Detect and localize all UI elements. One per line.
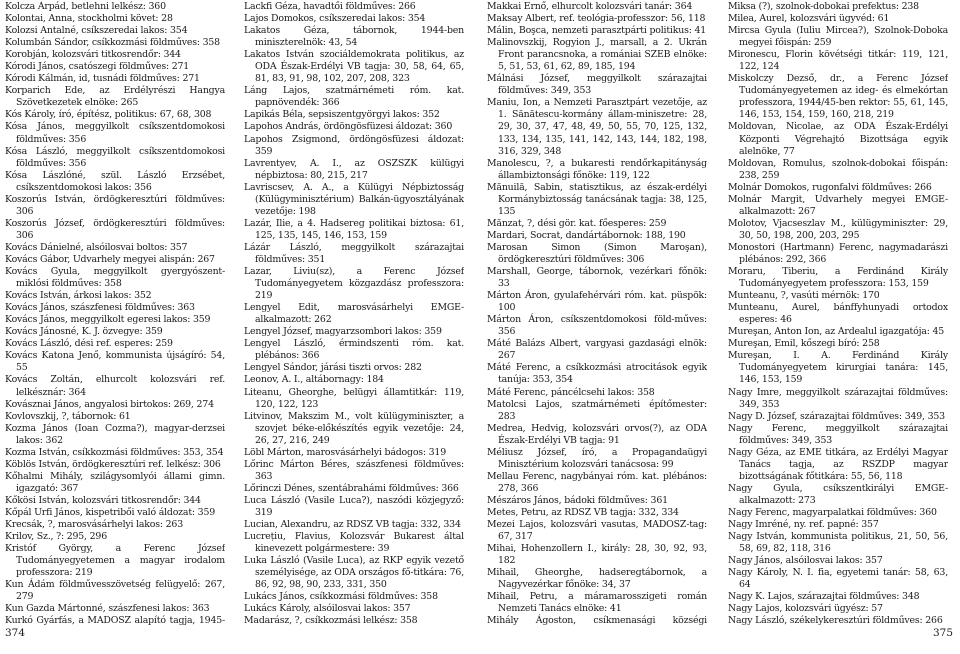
index-entry: Kun Gazda Mártonné, szászfenesi lakos: 363 xyxy=(5,603,210,615)
index-entry: Krilov, Sz., ?: 295, 296 xyxy=(5,531,107,543)
index-entry: Korobján, kolozsvári titkosrendőr: 344 xyxy=(5,49,181,61)
index-entry: Kórodi János, csatószegi földműves: 271 xyxy=(5,61,190,73)
index-entry: Monostori (Hartmann) Ferenc, nagymadarászi plébános: 292, 366 xyxy=(728,241,948,265)
index-entry: Manolescu, ?, a bukaresti rendőrkapitányság állambiztonsági főnöke: 119, 122 xyxy=(487,157,707,181)
index-entry: Kovács István, árkosi lakos: 352 xyxy=(5,290,152,302)
right-page xyxy=(480,0,960,654)
index-entry: Kovács Jánosné, K. J. özvegye: 359 xyxy=(5,326,163,338)
index-entry: Kovács János, szászfenesi földműves: 363 xyxy=(5,302,195,314)
index-entry: Kovács László, dési ref. esperes: 259 xyxy=(5,338,173,350)
index-entry: Málnási József, meggyilkolt szárazajtai földműves: 349, 353 xyxy=(487,73,707,97)
index-entry: Nagy Imréné, ny. ref. papné: 357 xyxy=(728,519,879,531)
index-entry: Lucian, Alexandru, az RDSZ VB tagja: 332, 334 xyxy=(244,519,461,531)
index-entry: Mihai, Hohenzollern I., király: 28, 30, 92, 93, 182 xyxy=(487,543,707,567)
index-entry: Lakatos Géza, tábornok, 1944-ben miniszterelnök: 43, 54 xyxy=(244,25,464,49)
index-entry: Kovács Gábor, Udvarhely megyei alispán: 267 xyxy=(5,253,215,265)
index-entry: Mardari, Socrat, dandártábornok: 188, 190 xyxy=(487,229,686,241)
index-entry: Nagy István, kommunista politikus, 21, 50, 56, 58, 69, 82, 118, 316 xyxy=(728,531,948,555)
index-entry: Mureşan, I. A. Ferdinánd Király Tudományegyetem kirurgiai tanára: 145, 146, 153, 159 xyxy=(728,350,948,386)
index-entry: Kurkó Gyárfás, a MADOSZ alapító tagja, 1945- xyxy=(5,615,225,626)
index-entry: Köblös István, ördögkeresztúri ref. lelkész: 306 xyxy=(5,458,221,470)
index-entry: Mihail, Petru, a máramarosszigeti román Nemzeti Tanács elnöke: 41 xyxy=(487,591,707,615)
index-entry: Korparich Ede, az Erdélyrészi Hangya Szövetkezetek elnöke: 265 xyxy=(5,85,225,109)
index-column xyxy=(5,1,225,626)
index-entry: Marshall, George, tábornok, vezérkari főnök: 33 xyxy=(487,266,707,290)
index-entry: Kristóf György, a Ferenc József Tudományegyetemen a magyar irodalom professzora: 219 xyxy=(5,543,225,579)
index-entry: Lengyel Edit, marosvásárhelyi EMGE-alkalmazott: 262 xyxy=(244,302,464,326)
index-entry: Lőrinc Márton Béres, szászfenesi földműves: 363 xyxy=(244,458,464,482)
index-entry: Nagy János, alsóilosvai lakos: 357 xyxy=(728,555,883,567)
page-number: 374 xyxy=(5,627,26,639)
index-entry: Kőkösi István, kolozsvári titkosrendőr: 344 xyxy=(5,494,201,506)
index-entry: Mircsa Gyula (Iuliu Mircea?), Szolnok-Doboka megyei főispán: 259 xyxy=(728,25,948,49)
index-entry: Moldovan, Nicolae, az ODA Észak-Erdélyi Központi Végrehajtó Bizottsága egyik alelnöke, 77 xyxy=(728,121,948,157)
index-entry: Miksa (?), szolnok-dobokai prefektus: 238 xyxy=(728,1,919,12)
index-entry: Kozma János (Ioan Cozma?), magyar-derzsei lakos: 362 xyxy=(5,422,225,446)
index-entry: Kolontai, Anna, stockholmi követ: 28 xyxy=(5,13,173,25)
index-entry: Kőpál Urfi János, kispetribői való áldozat: 359 xyxy=(5,506,215,518)
index-column xyxy=(244,1,464,626)
index-entry: Koszorús József, ördögkeresztúri földműves: 306 xyxy=(5,217,225,241)
index-entry: Kolcza Árpád, betlehni lelkész: 360 xyxy=(5,1,166,12)
index-entry: Malinovszkij, Rogyion J., marsall, a 2. Ukrán Front parancsnoka, a romániai SZEB elnöke: 5, 51, 53, 61, 62, 89, 185, 194 xyxy=(487,37,707,73)
index-entry: Kolumbán Sándor, csíkkozmási földműves: 358 xyxy=(5,37,220,49)
index-entry: Lucrețiu, Flavius, Kolozsvár Bukarest által kinevezett polgármestere: 39 xyxy=(244,531,464,555)
index-entry: Málin, Boşca, nemzeti parasztpárti politikus: 41 xyxy=(487,25,707,37)
index-entry: Lakatos István szociáldemokrata politikus, az ODA Észak-Erdélyi VB tagja: 30, 58, 64, 65, 81, 83, 91, 98, 102, 207, 208, 323 xyxy=(244,49,464,85)
index-entry: Lapohos Zsigmond, ördöngösfüzesi áldozat: 359 xyxy=(244,133,464,157)
index-entry: Nagy Géza, az EME titkára, az Erdélyi Magyar Tanács tagja, az RSZDP magyar bizottságának főtitkára: 55, 56, 118 xyxy=(728,446,948,482)
page-number: 375 xyxy=(932,627,953,639)
index-entry: Kós Károly, író, építész, politikus: 67, 68, 308 xyxy=(5,109,212,121)
index-entry: Mironescu, Florin kövétségi titkár: 119, 121, 122, 124 xyxy=(728,49,948,73)
index-entry: Lázár László, meggyilkolt szárazajtai földműves: 351 xyxy=(244,241,464,265)
index-entry: Makkai Ernő, elhurcolt kolozsvári tanár: 364 xyxy=(487,1,693,12)
index-entry: Löbl Márton, marosvásárhelyi bádogos: 319 xyxy=(244,446,446,458)
index-entry: Lavrentyev, A. I., az OSZSZK külügyi népbiztosa: 80, 215, 217 xyxy=(244,157,464,181)
index-entry: Nagy Ferenc, meggyilkolt szárazajtai földműves: 349, 353 xyxy=(728,422,948,446)
index-entry: Milea, Aurel, kolozsvári ügyvéd: 61 xyxy=(728,13,890,25)
index-entry: Medrea, Hedvig, kolozsvári orvos(?), az ODA Észak-Erdélyi VB tagja: 91 xyxy=(487,422,707,446)
index-entry: Mănzat, ?, dési gör. kat. főesperes: 259 xyxy=(487,217,667,229)
index-entry: Nagy Ferenc, magyarpalatkai földműves: 360 xyxy=(728,506,937,518)
index-entry: Lazar, Liviu(sz), a Ferenc József Tudományegyetem közgazdász professzora: 219 xyxy=(244,266,464,302)
index-entry: Moraru, Tiberiu, a Ferdinánd Király Tudományegyetem professzora: 153, 159 xyxy=(728,266,948,290)
index-entry: Lapohos András, ördöngösfüzesi áldozat: 360 xyxy=(244,121,453,133)
index-entry: Kovács János, meggyilkolt egeresi lakos: 359 xyxy=(5,314,211,326)
index-entry: Miskolczy Dezső, dr., a Ferenc József Tudományegyetemen az ideg- és elmekórtan professzora, 1944/45-ben rektor: 55, 61, 145, 146, 153, 154, 159, 160, 218, 219 xyxy=(728,73,948,121)
index-entry: Munteanu, Aurel, bánffyhunyadi ortodox esperes: 46 xyxy=(728,302,948,326)
index-entry: Máté Ferenc, páncélcsehi lakos: 358 xyxy=(487,386,655,398)
index-entry: Nagy Károly, N. I. fia, egyetemi tanár: 58, 63, 64 xyxy=(728,567,948,591)
index-entry: Márton Áron, csíkszentdomokosi föld-műves: 356 xyxy=(487,314,707,338)
index-entry: Méliusz József, író, a Propagandaügyi Minisztérium kolozsvári tanácsosa: 99 xyxy=(487,446,707,470)
index-entry: Láng Lajos, szatmárnémeti róm. kat. papnövendék: 366 xyxy=(244,85,464,109)
index-entry: Kórodi Kálmán, id, tusnádi földműves: 271 xyxy=(5,73,200,85)
index-entry: Kósa László, meggyilkolt csíkszentdomokosi földműves: 356 xyxy=(5,145,225,169)
index-entry: Molnár Domokos, rugonfalvi földműves: 266 xyxy=(728,181,932,193)
index-entry: Molnár Margit, Udvarhely megyei EMGE-alkalmazott: 267 xyxy=(728,193,948,217)
index-entry: Kovlovszkij, ?, tábornok: 61 xyxy=(5,410,131,422)
index-entry: Lengyel László, érmindszenti róm. kat. plébános: 366 xyxy=(244,338,464,362)
index-entry: Moldovan, Romulus, szolnok-dobokai főispán: 238, 259 xyxy=(728,157,948,181)
index-entry: Lengyel József, magyarzsombori lakos: 359 xyxy=(244,326,442,338)
index-entry: Maksay Albert, ref. teológia-professzor: 56, 118 xyxy=(487,13,706,25)
index-entry: Koszorús István, ördögkeresztúri földműves: 306 xyxy=(5,193,225,217)
index-entry: Matolcsi Lajos, szatmárnémeti építőmester: 283 xyxy=(487,398,707,422)
index-entry: Kovács Zoltán, elhurcolt kolozsvári ref. lelkésznár: 364 xyxy=(5,374,225,398)
index-entry: Márton Áron, gyulafehérvári róm. kat. püspök: 100 xyxy=(487,290,707,314)
index-entry: Nagy K. Lajos, szárazajtai földműves: 348 xyxy=(728,591,920,603)
index-entry: Lajos Domokos, csíkszeredai lakos: 354 xyxy=(244,13,426,25)
index-entry: Kovács Katona Jenő, kommunista újságíró: 54, 55 xyxy=(5,350,225,374)
index-entry: Mihály Ágoston, csíkmenasági községi xyxy=(487,615,707,626)
index-entry: Mureşan, Emil, kőszegi bíró: 258 xyxy=(728,338,880,350)
index-entry: Liteanu, Gheorghe, belügyi államtitkár: 119, 120, 122, 123 xyxy=(244,386,464,410)
index-entry: Munteanu, ?, vasúti mérnök: 170 xyxy=(728,290,880,302)
index-entry: Luka László (Vasile Luca), az RKP egyik vezető személyisége, az ODA országos fő-titkára: 76, 86, 92, 98, 90, 233, 331, 350 xyxy=(244,555,464,591)
index-entry: Litvinov, Makszim M., volt külügyminiszter, a szovjet béke-előkészítés egyik vezetője: 24, 26, 27, 216, 249 xyxy=(244,410,464,446)
index-entry: Kőhalmi Mihály, szilágysomlyói állami gimn. igazgató: 367 xyxy=(5,470,225,494)
index-entry: Nagy Gyula, csíkszentkirályi EMGE-alkalmazott: 273 xyxy=(728,482,948,506)
index-entry: Kovács Gyula, meggyilkolt gyergyószent-miklósi földműves: 358 xyxy=(5,266,225,290)
index-entry: Máté Ferenc, a csíkkozmási atrocitások egyik tanúja: 353, 354 xyxy=(487,362,707,386)
index-entry: Lazár, Ilie, a 4. Hadsereg politikai biztosa: 61, 125, 135, 145, 146, 153, 159 xyxy=(244,217,464,241)
index-entry: Lukács Károly, alsóilosvai lakos: 357 xyxy=(244,603,411,615)
index-entry: Lengyel Sándor, járási tiszti orvos: 282 xyxy=(244,362,422,374)
index-entry: Mihail, Gheorghe, hadseregtábornok, a Nagyvezérkar főnöke: 34, 37 xyxy=(487,567,707,591)
index-entry: Kósa Lászlóné, szül. László Erzsébet, csíkszentdomokosi lakos: 356 xyxy=(5,169,225,193)
index-entry: Molotov, Vjacseszlav M., külügyminiszter: 29, 30, 50, 198, 200, 203, 295 xyxy=(728,217,948,241)
index-entry: Mészáros János, bádoki földműves: 361 xyxy=(487,494,668,506)
index-column xyxy=(728,1,948,626)
index-entry: Maniu, Ion, a Nemzeti Parasztpárt vezetője, az 1. Sănătescu-kormány állam-miniszetre: 28, 29, 30, 37, 47, 48, 49, 50, 55, 70, 125, 132, 133, 134, 135, 141, 142, 143, 144, 182, 198, 316, 329, 348 xyxy=(487,97,707,157)
index-entry: Nagy László, székelykeresztúri földműves: 266 xyxy=(728,615,943,626)
index-entry: Nagy Imre, meggyilkolt szárazajtai földműves: 349, 353 xyxy=(728,386,948,410)
index-entry: Mezei Lajos, kolozsvári vasutas, MADOSZ-tag: 67, 317 xyxy=(487,519,707,543)
index-entry: Máté Balázs Albert, vargyasi gazdasági elnök: 267 xyxy=(487,338,707,362)
index-entry: Marosan Simon (Simon Maroşan), ördögkeresztúri földműves: 306 xyxy=(487,241,707,265)
index-entry: Lavriscsev, A. A., a Külügyi Népbiztosság (Külügyminisztérium) Balkán-ügyosztályának vezetője: 198 xyxy=(244,181,464,217)
index-entry: Kósa János, meggyilkolt csíkszentdomokosi földműves: 356 xyxy=(5,121,225,145)
index-entry: Kovács Dánielné, alsóilosvai boltos: 357 xyxy=(5,241,188,253)
index-column xyxy=(487,1,707,626)
index-entry: Nagy Lajos, kolozsvári ügyész: 57 xyxy=(728,603,883,615)
index-entry: Lőrinczi Dénes, szentábrahámi földműves: 366 xyxy=(244,482,459,494)
index-entry: Kolozsi Antalné, csíkszeredai lakos: 354 xyxy=(5,25,188,37)
index-entry: Luca László (Vasile Luca?), naszódi közjegyző: 319 xyxy=(244,494,464,518)
index-entry: Metes, Petru, az RDSZ VB tagja: 332, 334 xyxy=(487,506,679,518)
index-entry: Lapikás Béla, sepsiszentgyörgyi lakos: 352 xyxy=(244,109,440,121)
index-entry: Lackfi Géza, havadtői földműves: 266 xyxy=(244,1,416,12)
index-entry: Madarász, ?, csíkkozmási lelkész: 358 xyxy=(244,615,418,626)
index-entry: Nagy D. József, szárazajtai földműves: 349, 353 xyxy=(728,410,945,422)
index-entry: Leonov, A. I., altábornagy: 184 xyxy=(244,374,384,386)
index-entry: Kovásznai János, angyalosi birtokos: 269, 274 xyxy=(5,398,214,410)
index-entry: Kun Ádám földművesszövetség felügyelő: 267, 279 xyxy=(5,579,225,603)
index-entry: Mellau Ferenc, nagybányai róm. kat. plébános: 278, 366 xyxy=(487,470,707,494)
index-entry: Kozma István, csíkkozmási földműves: 353, 354 xyxy=(5,446,224,458)
index-entry: Mureşan, Anton Ion, az Ardealul igazgatója: 45 xyxy=(728,326,945,338)
index-entry: Lukács János, csíkkozmási földműves: 358 xyxy=(244,591,438,603)
index-entry: Krecsák, ?, marosvásárhelyi lakos: 263 xyxy=(5,519,183,531)
index-entry: Mănuilă, Sabin, statisztikus, az észak-erdélyi Kormánybiztosság tanácsának tagja: 38, 125, 135 xyxy=(487,181,707,217)
